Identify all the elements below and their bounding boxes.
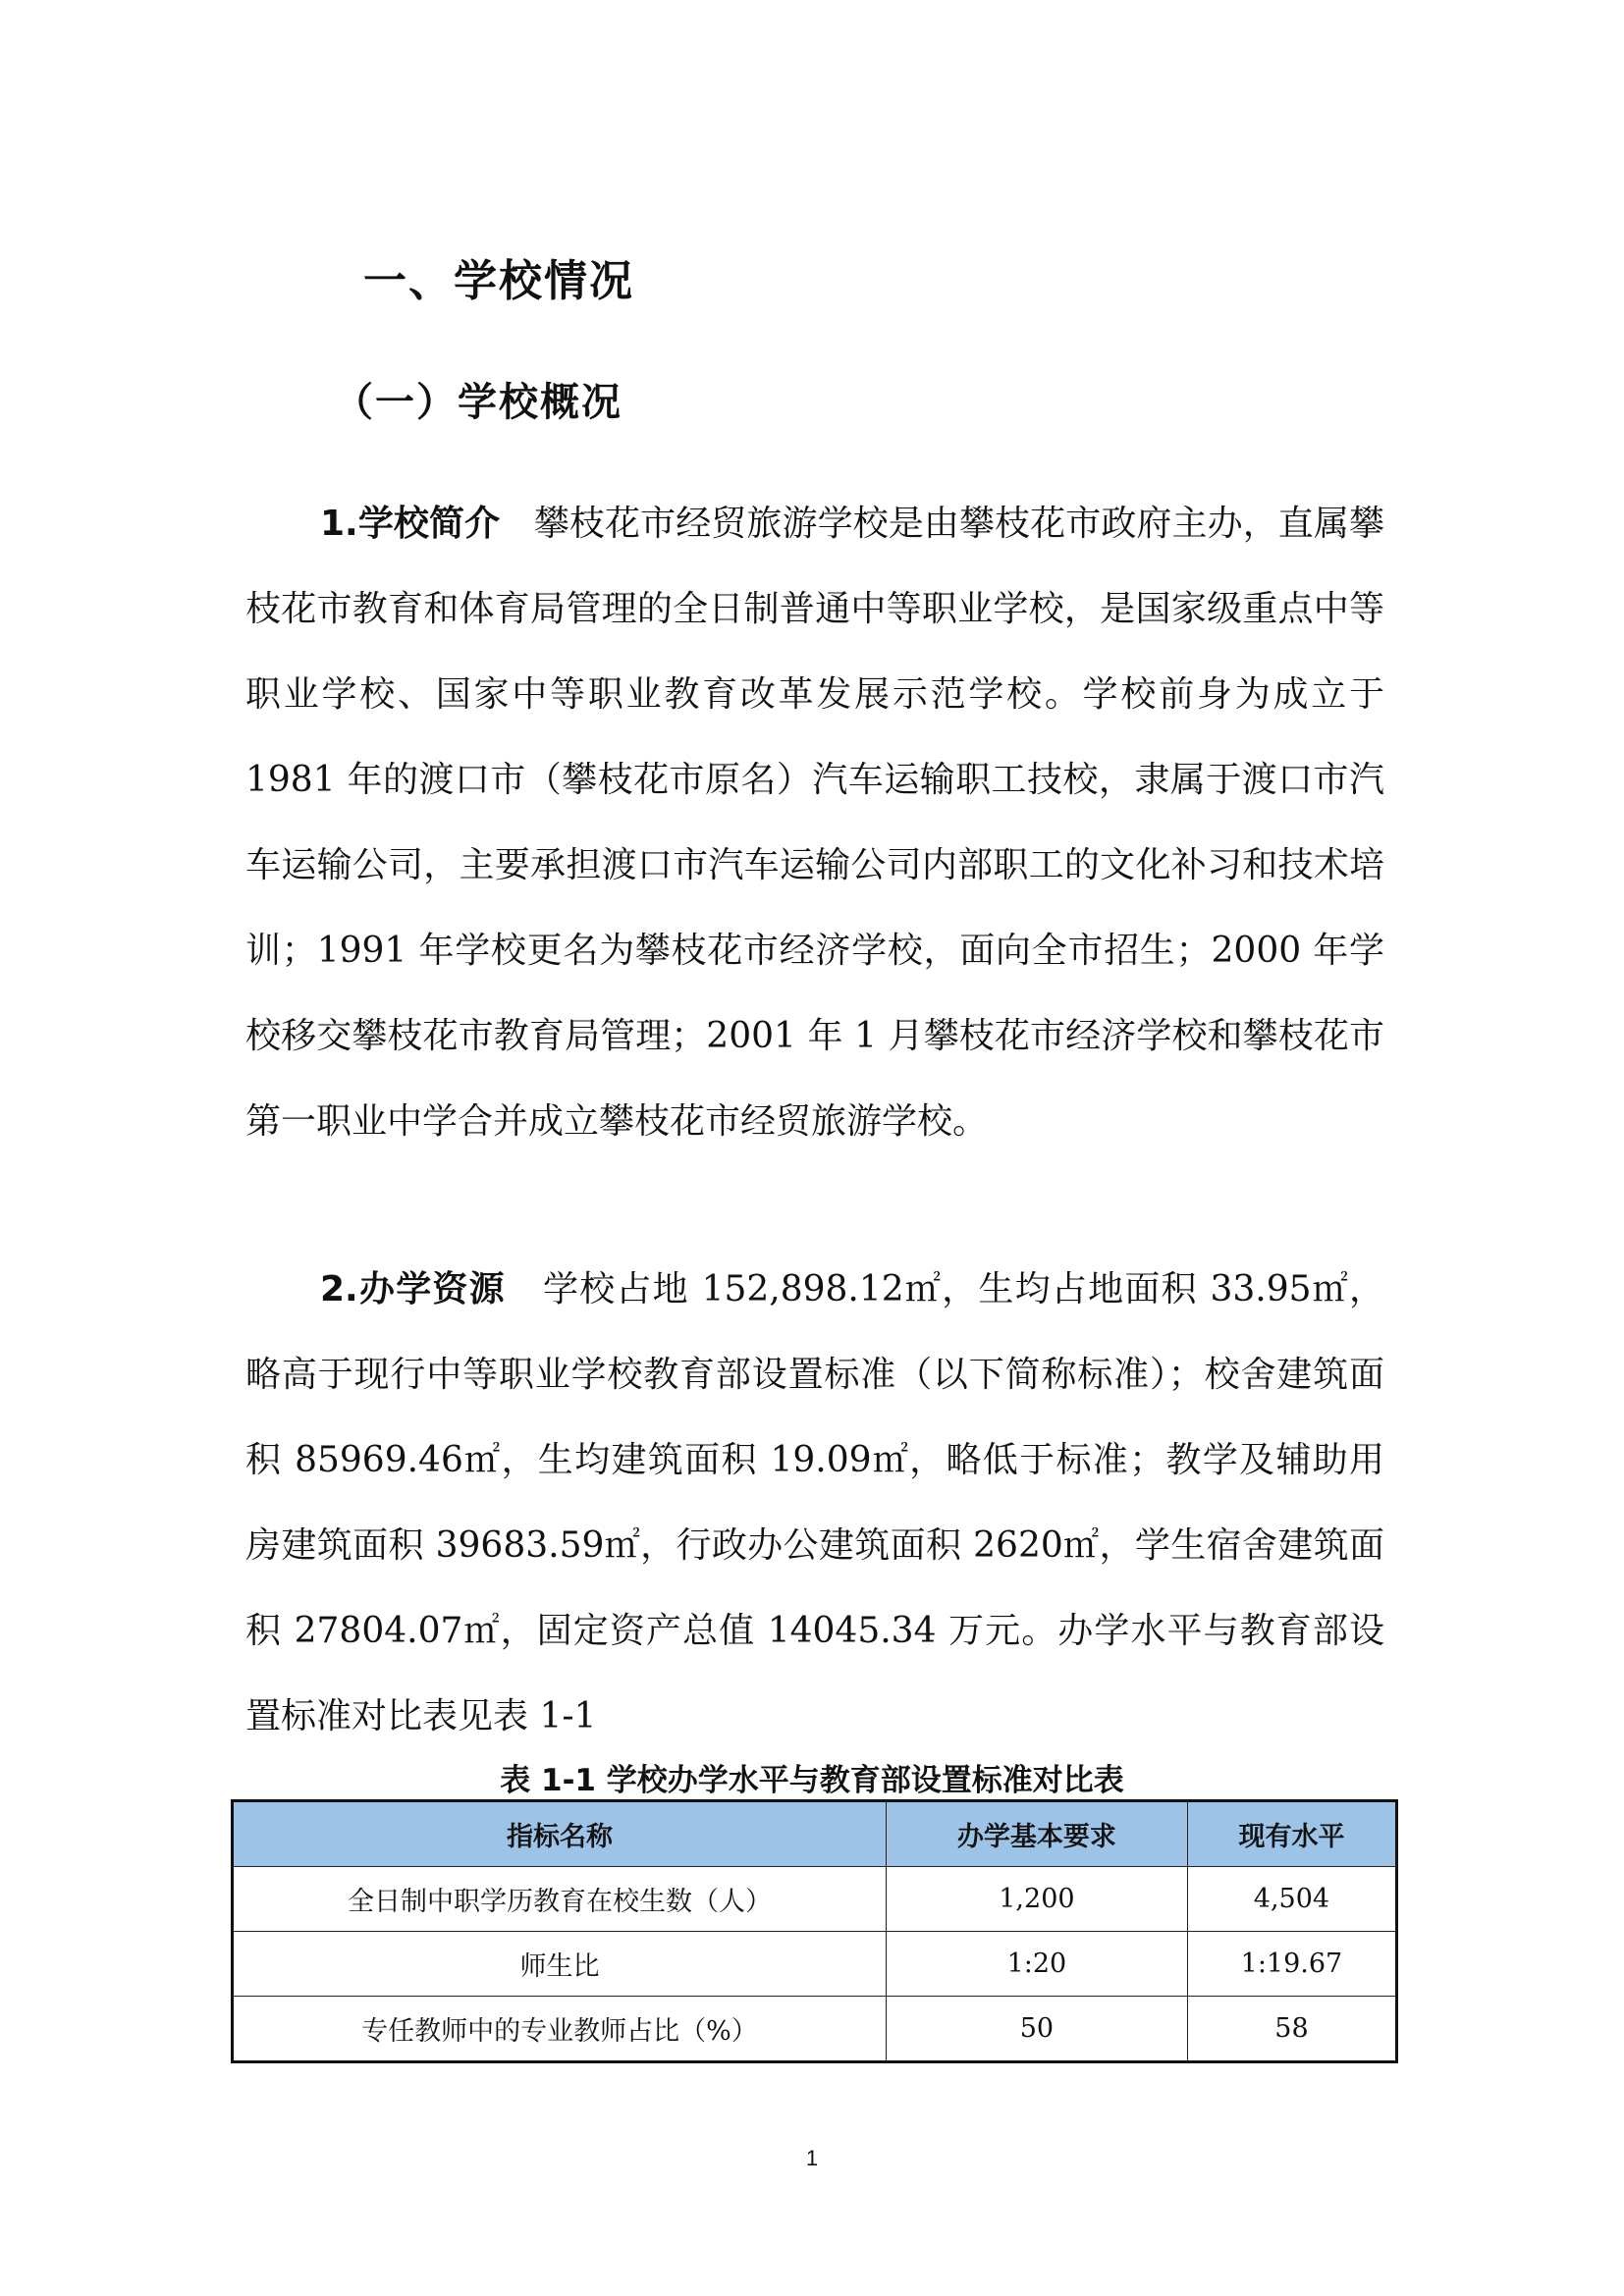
table-row [234, 1867, 1396, 1932]
table-cell: 1,200 [886, 1867, 1187, 1932]
header-current-level: 现有水平 [1187, 1802, 1395, 1867]
table-row [234, 1932, 1396, 1997]
school-resources-text: 学校占地 152,898.12㎡，生均占地面积 33.95㎡，略高于现行中等职业学校教育部设置标准（以下简称标准）；校舍建筑面积 85969.46㎡，生均建筑面积 19.09㎡，略低于标准；教学及辅助用房建筑面积 39683.59㎡，行政办公建筑面积 2620㎡，学生宿舍建筑面积 27804.07㎡，固定资产总值 14045.34 万元。办学水平与教育部设置标准对比表见表 1-1 [245, 1269, 1384, 1736]
comparison-table [233, 1801, 1396, 2061]
school-resources-lead: 2.办学资源 [320, 1269, 506, 1309]
table-cell: 师生比 [234, 1932, 887, 1997]
table-cell: 58 [1187, 1997, 1395, 2061]
page-number: 1 [805, 2146, 819, 2170]
school-resources-paragraph [245, 1247, 1384, 1759]
heading-2: （一）学校概况 [334, 380, 623, 425]
table-caption: 表 1-1 学校办学水平与教育部设置标准对比表 [500, 1763, 1124, 1798]
table-cell: 1:20 [886, 1932, 1187, 1997]
table-cell: 50 [886, 1997, 1187, 2061]
header-basic-requirement: 办学基本要求 [886, 1802, 1187, 1867]
table-cell: 专任教师中的专业教师占比（%） [234, 1997, 887, 2061]
school-intro-paragraph [245, 481, 1384, 1164]
school-intro-text: 攀枝花市经贸旅游学校是由攀枝花市政府主办，直属攀枝花市教育和体育局管理的全日制普通中等职业学校，是国家级重点中等职业学校、国家中等职业教育改革发展示范学校。学校前身为成立于 1981 年的渡口市（攀枝花市原名）汽车运输职工技校，隶属于渡口市汽车运输公司，主要承担渡口市汽车运输公司内部职工的文化补习和技术培训；1991 年学校更名为攀枝花市经济学校，面向全市招生；2000 年学校移交攀枝花市教育局管理；2001 年 1 月攀枝花市经济学校和攀枝花市第一职业中学合并成立攀枝花市经贸旅游学校。 [245, 504, 1384, 1142]
school-intro-lead: 1.学校简介 [320, 504, 501, 544]
table-cell: 1:19.67 [1187, 1932, 1395, 1997]
table-header-row [234, 1802, 1396, 1867]
table-row [234, 1997, 1396, 2061]
heading-1: 一、学校情况 [363, 256, 634, 306]
table-cell: 全日制中职学历教育在校生数（人） [234, 1867, 887, 1932]
header-indicator: 指标名称 [234, 1802, 887, 1867]
table-cell: 4,504 [1187, 1867, 1395, 1932]
